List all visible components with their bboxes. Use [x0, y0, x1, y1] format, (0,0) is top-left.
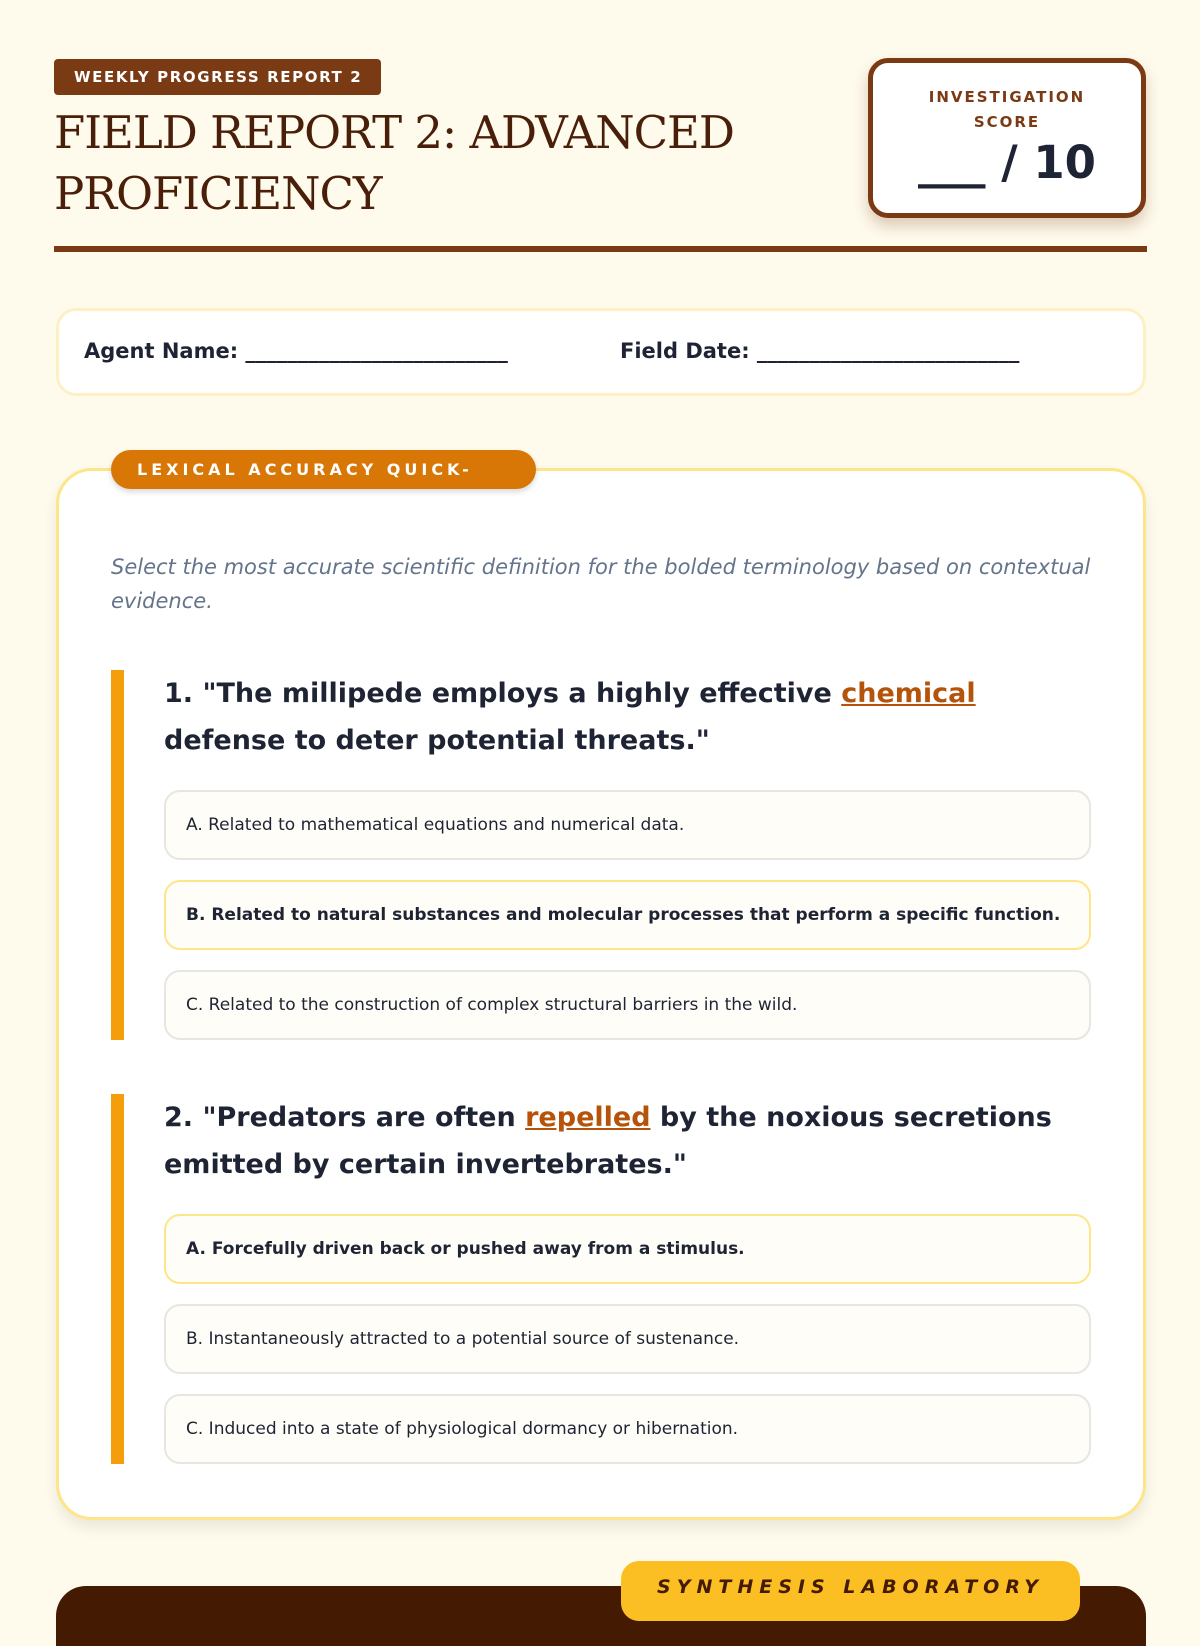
agent-name-field[interactable]: Agent Name: _________________________: [84, 339, 508, 363]
score-value: ___ / 10: [918, 136, 1096, 189]
header-divider: [54, 246, 1147, 252]
score-label-line-2: SCORE: [973, 113, 1041, 131]
question-2-term: repelled: [525, 1102, 651, 1133]
question-1-prefix: 1. "The millipede employs a highly effective: [164, 678, 842, 709]
question-2-option-c[interactable]: C. Induced into a state of physiological dormancy or hibernation.: [164, 1394, 1091, 1464]
question-2-text: [164, 1094, 1084, 1188]
question-1-accent-bar: [111, 670, 124, 1040]
question-1-text: [164, 670, 1084, 764]
score-label-line-1: INVESTIGATION: [928, 88, 1086, 106]
score-label: [873, 85, 1141, 135]
agent-info-card: [56, 308, 1146, 396]
title-line-1: FIELD REPORT 2: ADVANCED: [54, 106, 734, 159]
page-title: [54, 102, 814, 224]
field-date-field[interactable]: Field Date: _________________________: [620, 339, 1020, 363]
question-1-term: chemical: [841, 678, 976, 709]
question-2-accent-bar: [111, 1094, 124, 1464]
question-1-suffix: defense to deter potential threats.": [164, 725, 710, 756]
footer-section-title: SYNTHESIS LABORATORY: [621, 1561, 1080, 1621]
title-line-2: PROFICIENCY: [54, 167, 382, 220]
report-badge: WEEKLY PROGRESS REPORT 2: [54, 59, 381, 95]
question-2-option-a[interactable]: A. Forcefully driven back or pushed away from a stimulus.: [164, 1214, 1091, 1284]
question-2-option-b[interactable]: B. Instantaneously attracted to a potential source of sustenance.: [164, 1304, 1091, 1374]
question-1-option-a[interactable]: A. Related to mathematical equations and numerical data.: [164, 790, 1091, 860]
section-title: LEXICAL ACCURACY QUICK-SCAN: [111, 450, 536, 489]
instruction-text: Select the most accurate scientific definition for the bolded terminology based on contextual evidence.: [111, 555, 1091, 613]
question-1-option-c[interactable]: C. Related to the construction of complex structural barriers in the wild.: [164, 970, 1091, 1040]
question-2-prefix: 2. "Predators are often: [164, 1102, 526, 1133]
question-1-option-b[interactable]: B. Related to natural substances and molecular processes that perform a specific function.: [164, 880, 1091, 950]
question-2-suffix: by the noxious secretions emitted by certain invertebrates.": [164, 1102, 1052, 1180]
score-box: [868, 58, 1146, 218]
